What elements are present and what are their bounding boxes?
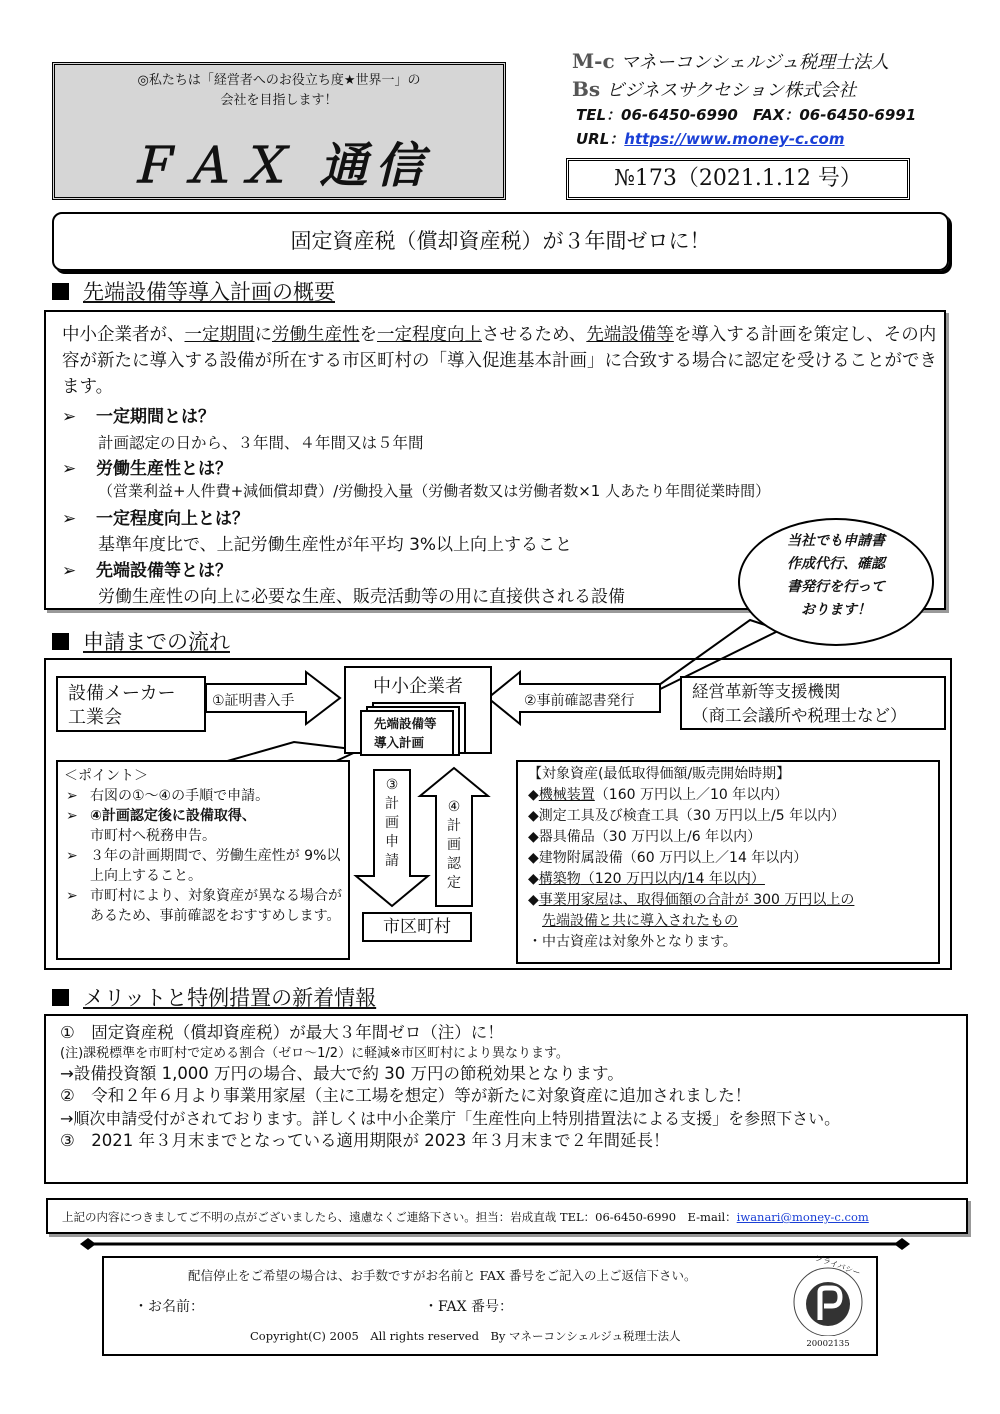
maker-box [56,676,206,732]
step3-label [382,776,402,871]
bubble-line: 書発行を行って [787,579,885,595]
point-text: ３年の計画期間で、労働生産性が 9%以上向上すること。 [90,848,341,884]
def-desc: 基準年度比で、上記労働生産性が年平均 3%以上向上すること [98,535,573,555]
arrow-icon: ➢ [62,459,77,479]
step3-text: ③計画申請 [385,777,399,869]
point-item [58,806,348,826]
tel-fax: TEL：06-6450-6990 FAX：06-6450-6991 [576,106,917,124]
support-line: （商工会議所や税理士など） [692,706,907,725]
city-box: 市区町村 [362,912,472,942]
merit-line: →順次申請受付がされております。詳しくは中小企業庁「生産性向上特別措置法による支援」を参照下さい。 [60,1108,841,1128]
merits-content [60,1022,960,1153]
contact-box [46,1198,968,1234]
arrow-icon: ➢ [66,888,78,904]
bubble-line: おります！ [801,602,871,618]
intro-text: 中小企業者が、 [62,325,185,345]
section1-heading [52,276,335,306]
def-desc: 労働生産性の向上に必要な生産、販売活動等の用に直接供される設備 [98,587,625,607]
points-box [56,760,350,960]
asset-cond: （30 万円以上/6 年以内） [594,829,762,845]
step1-label: ①証明書入手 [212,693,295,709]
def-title: 一定程度向上とは？ [96,509,249,529]
intro-underline: 一定程度向上 [377,325,482,345]
intro-underline: 一定期間 [184,325,255,345]
intro-text: を導入する計画を策定し、その内容が新たに導入する設備が所在する市区町村の「導入促進基本計画」に合致する場合に認定を受けることができます。 [62,325,937,397]
merit-line: →設備投資額 1,000 万円の場合、最大で約 30 万円の節税効果となります。 [60,1063,624,1083]
mc-logo: M-c [572,49,615,73]
intro-underline: 先端設備等 [586,325,674,345]
email-link[interactable]: iwanari@money-c.com [736,1210,869,1224]
merits-box [44,1014,968,1184]
bubble-line: 当社でも申請書 [787,533,885,549]
def-item [62,504,249,529]
pmark-text: プライバシー [813,1253,862,1278]
company-2 [572,76,856,102]
section3-heading [52,982,376,1012]
arrow-icon: ➢ [66,848,78,864]
intro-text: に [254,325,272,345]
maker-line: 工業会 [68,707,122,728]
asset-item: ◆機械装置（160 万円以上／10 年以内） [528,787,789,803]
def-title: 労働生産性とは？ [96,459,232,479]
asset-name: 機械装置 [538,787,595,803]
unsubscribe-text: 配信停止をご希望の場合は、お手数ですがお名前と FAX 番号をご記入の上ご返信下さい。 [188,1268,697,1283]
def-item [62,454,232,479]
fax-title: ＦＡＸ 通信 [126,138,432,194]
intro-text: させるため、 [482,325,587,345]
support-org-box [680,676,946,730]
section2-heading [52,626,230,656]
step4-label [444,798,464,893]
point-text: 市町村により、対象資産が異なる場合があるため、事前確認をおすすめします。 [90,888,342,924]
asset-cond: 先端設備と共に導入されたもの [542,913,738,929]
motto [55,71,503,111]
asset-item: ◆測定工具及び検査工具（30 万円以上/5 年以内） [528,808,846,824]
motto-line-1: ◎私たちは「経営者へのお役立ち度★世界一」の [137,73,421,88]
fax-field-label: ・FAX 番号： [424,1299,514,1315]
asset-name: 測定工具及び検査工具 [538,808,679,824]
asset-item-cont [528,911,938,932]
motto-line-2: 会社を目指します！ [220,93,338,108]
point-text: ④計画認定後に設備取得、 [90,808,256,824]
merit-line: ② 令和２年６月より事業用家屋（主に工場を想定）等が新たに対象資産に追加されました！ [60,1086,752,1105]
point-item [58,846,348,886]
support-line: 経営革新等支援機関 [692,682,841,701]
merit-line: ① 固定資産税（償却資産税）が最大３年間ゼロ（注）に！ [60,1023,504,1042]
assets-box [516,760,940,964]
contact-text: 上記の内容につきましてご不明の点がございましたら、遠慮なくご連絡下さい。担当：岩成直哉 TEL：06-6450-6990 E-mail： [62,1210,737,1224]
def-title: 一定期間とは？ [96,407,215,427]
arrow-icon: ➢ [66,808,78,824]
def-desc: （営業利益+人件費+減価償却費）/労働投入量（労働者数又は労働者数×1 人あたり年間従業時間） [98,482,771,500]
arrow-icon: ➢ [66,788,78,804]
square-bullet-icon [52,283,69,300]
asset-note: ・中古資産は対象外となります。 [528,934,737,950]
points-title: ＜ポイント＞ [64,768,148,784]
asset-cond: （60 万円以上／14 年以内） [622,850,808,866]
section2-title: 申請までの流れ [83,630,230,654]
asset-item: ◆建物附属設備（60 万円以上／14 年以内） [528,850,808,866]
pmark-number: 20002135 [806,1339,850,1349]
arrow-icon: ➢ [62,561,77,581]
plan-line: 導入計画 [374,735,425,750]
square-bullet-icon [52,989,69,1006]
asset-name: 建物附属設備 [538,850,623,866]
bubble-line: 作成代行、確認 [787,556,885,572]
maker-line: 設備メーカー [68,683,176,704]
square-bullet-icon [52,633,69,650]
arrow-icon: ➢ [62,509,77,529]
step2-label: ②事前確認書発行 [524,693,635,709]
asset-item: ◆器具備品（30 万円以上/6 年以内） [528,829,762,845]
asset-cond: （160 万円以上／10 年以内） [594,787,789,803]
point-item [58,786,348,806]
asset-cond: （120 万円以内/14 年以内） [580,871,765,887]
url-line [576,128,844,149]
issue-number: №173（2021.1.12 号） [566,158,910,200]
point-item-cont [58,826,348,846]
bs-logo: Bs [572,77,601,101]
def-item [62,556,232,581]
point-text: 右図の①～④の手順で申請。 [90,788,270,804]
asset-name: 構築物 [538,871,581,887]
website-link[interactable]: https://www.money-c.com [624,130,845,148]
arrow-icon: ➢ [62,407,77,427]
overview-intro [62,322,942,400]
company-2-name: ビジネスサクセション株式会社 [606,80,857,101]
asset-name: 事業用家屋 [538,892,609,908]
step4-text: ④計画認定 [447,799,461,891]
asset-item: ◆構築物（120 万円以内/14 年以内） [528,871,765,887]
headline-banner: 固定資産税（償却資産税）が３年間ゼロに！ [52,212,949,271]
plan-doc [360,710,454,756]
def-desc: 計画認定の日から、３年間、４年間又は５年間 [98,434,424,452]
intro-underline: 労働生産性 [272,325,360,345]
divider [80,1236,910,1252]
company-1 [572,48,889,74]
def-item [62,402,215,427]
section1-title: 先端設備等導入計画の概要 [83,280,335,304]
merit-line: ③ 2021 年３月末までとなっている適用期限が 2023 年３月末まで２年間延長！ [60,1131,670,1150]
def-title: 先端設備等とは？ [96,561,232,581]
asset-name: 器具備品 [538,829,595,845]
section3-title: メリットと特例措置の新着情報 [83,986,377,1010]
asset-item: ◆事業用家屋は、取得価額の合計が 300 万円以上の [528,892,855,908]
point-text: 市町村へ税務申告。 [90,828,216,844]
header-box [52,62,506,200]
asset-cond: は、取得価額の合計が 300 万円以上の [608,892,855,908]
unsubscribe-box [102,1253,878,1356]
asset-cond: （30 万円以上/5 年以内） [678,808,846,824]
assets-title: 【対象資産(最低取得価額/販売開始時期】 [528,766,791,782]
plan-line: 先端設備等 [374,716,437,731]
url-label: URL： [576,130,625,148]
company-1-name: マネーコンシェルジュ税理士法人 [620,52,890,73]
speech-bubble [738,518,934,646]
privacy-mark [790,1253,866,1352]
copyright: Copyright(C) 2005 All rights reserved By マネーコンシェルジュ税理士法人 [250,1329,681,1343]
merit-note: (注)課税標準を市町村で定める割合（ゼロ～1/2）に軽減※市区町村により異なります。 [60,1045,569,1061]
name-field-label: ・お名前： [134,1299,204,1315]
intro-text: を [359,325,377,345]
point-item [58,886,348,926]
sme-label: 中小企業者 [373,676,463,697]
